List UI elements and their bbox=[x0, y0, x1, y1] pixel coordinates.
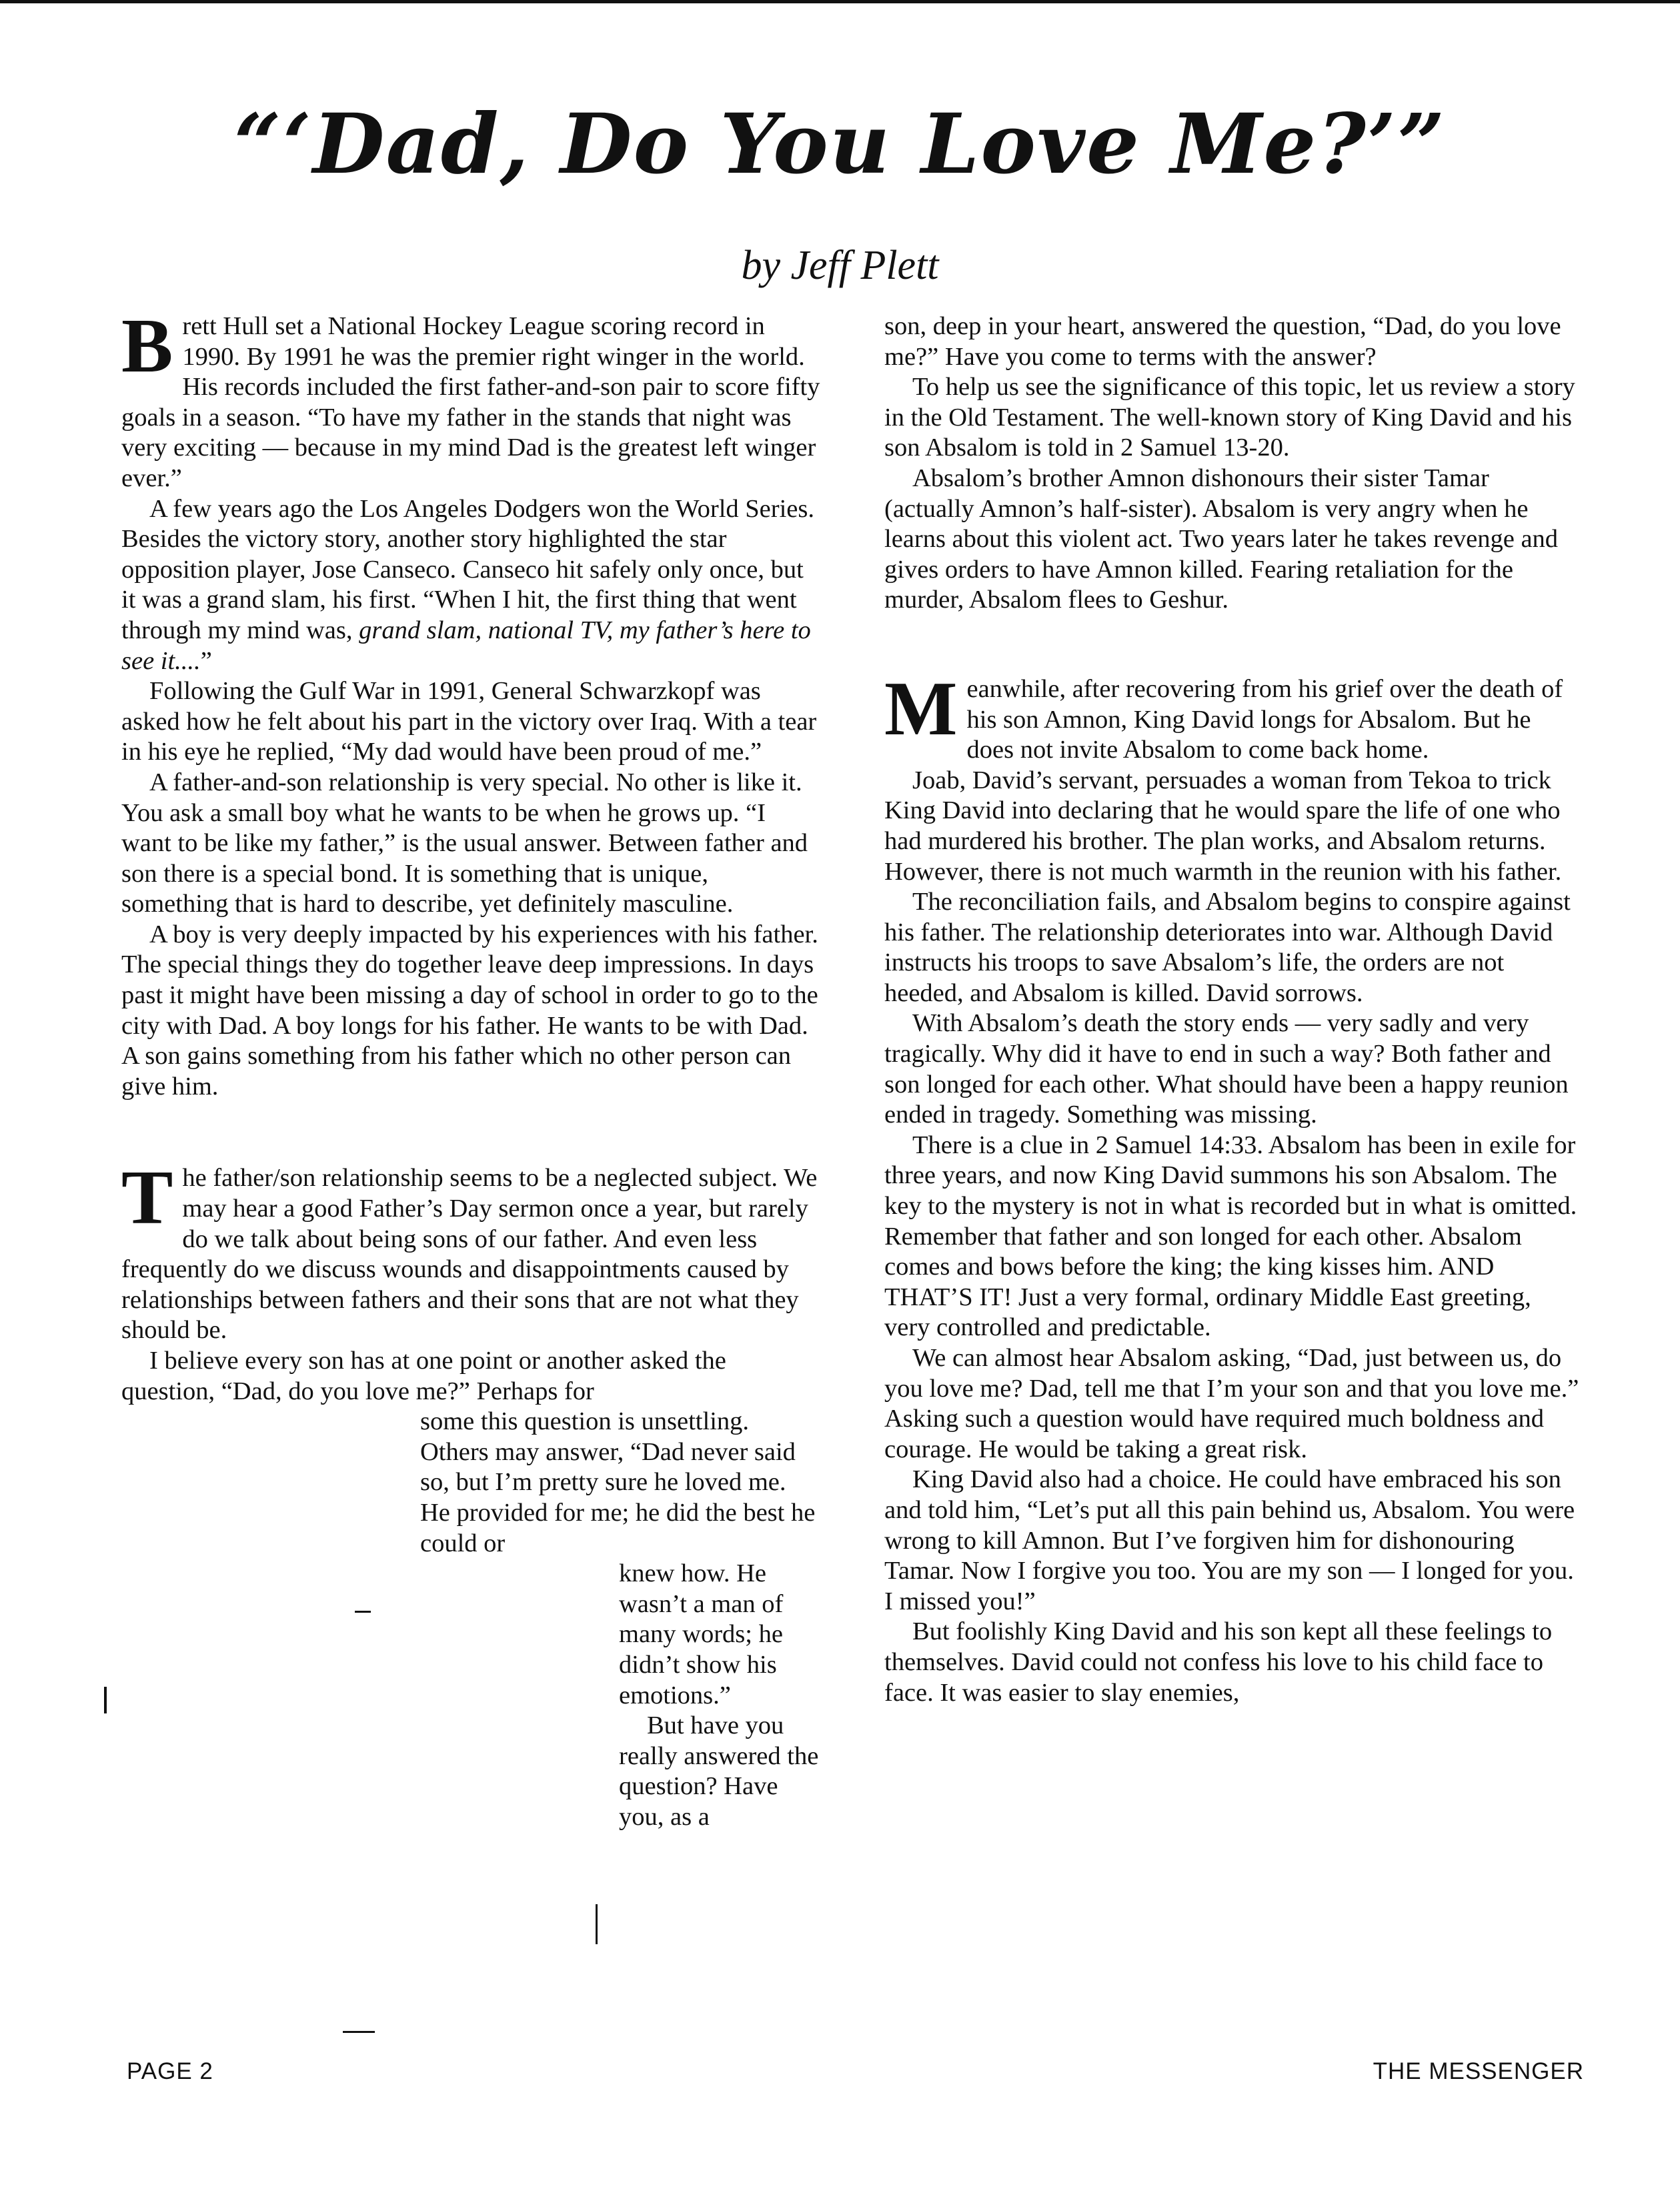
paragraph bbox=[121, 676, 822, 768]
paragraph-text: To help us see the significance of this topic, let us review a story in the Old Testament. The well-known story of King David and his son Absalom is told in 2 Samuel 13-20. bbox=[884, 373, 1575, 462]
drop-cap: B bbox=[121, 303, 173, 389]
print-mark bbox=[343, 2031, 375, 2033]
paragraph-text: son, deep in your heart, answered the question, “Dad, do you love me?” Have you come to terms with the answer? bbox=[884, 312, 1561, 371]
paragraph bbox=[884, 887, 1582, 1008]
paragraph bbox=[121, 1346, 822, 1407]
paragraph-text: But have you really answered the question? Have you, as a bbox=[619, 1711, 819, 1831]
paragraph bbox=[121, 303, 822, 494]
paragraph bbox=[884, 372, 1582, 464]
paragraph bbox=[884, 1343, 1582, 1465]
paragraph-text: There is a clue in 2 Samuel 14:33. Absalom has been in exile for three years, and now King David summons his son Absalom. The key to the mystery is not in what is recorded but in what is omitted. Remember that father and son longed for each other. Absalom comes and bows before the king; the king kisses him. AND THAT’S IT! Just a very formal, ordinary Middle East greeting, very controlled and predictable. bbox=[884, 1131, 1577, 1342]
print-mark bbox=[596, 1904, 598, 1944]
paragraph bbox=[121, 1155, 822, 1346]
paragraph-text: Following the Gulf War in 1991, General Schwarzkopf was asked how he felt about his part in the victory over Iraq. With a tear in his eye he replied, “My dad would have been proud of me.” bbox=[121, 677, 817, 766]
paragraph-text: With Absalom’s death the story ends — very sadly and very tragically. Why did it have to end in such a way? Both father and son longed for each other. What should have been a happy reunion ended in tragedy. Something was missing. bbox=[884, 1009, 1569, 1129]
paragraph-text: I believe every son has at one point or another asked the question, “Dad, do you love me?” Perhaps for bbox=[121, 1347, 726, 1405]
paragraph bbox=[121, 494, 822, 677]
paragraph bbox=[884, 311, 1582, 372]
paragraph-text: knew how. He wasn’t a man of many words; he didn’t show his emotions.” bbox=[619, 1559, 784, 1709]
paragraph-text: he could or bbox=[420, 1498, 816, 1557]
paragraph-text: eanwhile, after recovering from his grief over the death of his son Amnon, King David longs for Absalom. But he does not invite Absalom to come back home. bbox=[966, 674, 1563, 764]
section-break bbox=[121, 1102, 822, 1163]
paragraph-text: Absalom’s brother Amnon dishonours their sister Tamar (actually Amnon’s half-sister). Absalom is very angry when he learns about this violent act. Two years later he takes revenge and gives orders to have Amnon killed. Fearing retaliation for the murder, Absalom flees to Geshur. bbox=[884, 464, 1559, 614]
article-title: “‘Dad, Do You Love Me?’” bbox=[233, 96, 1447, 193]
article-byline: by Jeff Plett bbox=[741, 243, 939, 288]
drop-cap: M bbox=[884, 666, 958, 752]
paragraph bbox=[884, 666, 1582, 766]
left-column bbox=[121, 303, 822, 1833]
right-column bbox=[884, 311, 1582, 1708]
paragraph-indented bbox=[420, 1407, 822, 1559]
print-mark bbox=[355, 1611, 371, 1613]
section-break bbox=[884, 616, 1582, 674]
page-number: PAGE 2 bbox=[127, 2058, 213, 2084]
paragraph-text: A boy is very deeply impacted by his experiences with his father. The special things they do together leave deep impressions. In days past it might have been missing a day of school in order to go to the city with Dad. A boy longs for his father. He wants to be with Dad. A son gains something from his father which no other person can give him. bbox=[121, 920, 818, 1101]
paragraph-text: But foolishly King David and his son kept all these feelings to themselves. David could not confess his love to his child face to face. It was easier to slay enemies, bbox=[884, 1617, 1553, 1707]
paragraph bbox=[884, 464, 1582, 616]
paragraph bbox=[884, 1131, 1582, 1343]
paragraph bbox=[884, 766, 1582, 887]
paragraph-text: some this question is unsettling. Others may answer, “Dad never said so, but I’m pretty sure he loved me. He provided for me; he did the best bbox=[420, 1407, 796, 1527]
drop-cap: T bbox=[121, 1155, 173, 1241]
paragraph-text: We can almost hear Absalom asking, “Dad, just between us, do you love me? Dad, tell me that I’m your son and that you love me.” Asking such a question would have required much boldness and courage. He would be taking a great risk. bbox=[884, 1344, 1579, 1463]
paragraph bbox=[121, 920, 822, 1103]
paragraph-text: A father-and-son relationship is very special. No other is like it. You ask a small boy what he wants to be when he grows up. “I want to be like my father,” is the usual answer. Between father and son there is a special bond. It is something that is unique, something that is hard to describe, yet definitely masculine. bbox=[121, 768, 808, 918]
paragraph-text: King David also had a choice. He could have embraced his son and told him, “Let’s put all this pain behind us, Absalom. You were wrong to kill Amnon. But I’ve forgiven him for dishonouring Tamar. Now I forgive you too. You are my son — I longed for you. I missed you!” bbox=[884, 1465, 1575, 1615]
paragraph bbox=[121, 768, 822, 920]
publication-name: THE MESSENGER bbox=[1373, 2058, 1584, 2084]
paragraph-text: he father/son relationship seems to be a neglected subject. We may hear a good Father’s Day sermon once a year, but rarely do we talk about being sons of our father. And even less frequently do we discuss wounds and disappointments caused by relationships between fathers and their sons that are not what they should be. bbox=[121, 1164, 818, 1345]
paragraph-text: A few years ago the Los Angeles Dodgers won the World Series. Besides the victory story, another story highlighted the star opposition player, Jose Canseco. Canseco hit safely only once, but it was a grand slam, his first. “When I hit, the first thing that went through my mind was, bbox=[121, 494, 814, 644]
closing-quote: ” bbox=[200, 646, 212, 675]
italic-quote: grand slam, national TV, my father’s here to see it.... bbox=[121, 616, 811, 675]
paragraph bbox=[884, 1465, 1582, 1617]
paragraph-text: The reconciliation fails, and Absalom begins to conspire against his father. The relationship deteriorates into war. Although David instructs his troops to save Absalom’s life, the orders are not heeded, and Absalom is killed. David sorrows. bbox=[884, 888, 1571, 1007]
paragraph-text: rett Hull set a National Hockey League scoring record in 1990. By 1991 he was the premier right winger in the world. His records included the first father-and-son pair to score fifty goals in a season. “To have my father in the stands that night was very exciting — because in my mind Dad is the greatest left winger ever.” bbox=[121, 312, 820, 492]
paragraph-indented bbox=[619, 1711, 822, 1832]
paragraph-text: Joab, David’s servant, persuades a woman from Tekoa to trick King David into declaring that he would spare the life of one who had murdered his brother. The plan works, and Absalom returns. However, there is not much warmth in the reunion with his father. bbox=[884, 766, 1562, 886]
paragraph-indented bbox=[619, 1559, 822, 1711]
paragraph bbox=[884, 1617, 1582, 1708]
paragraph bbox=[884, 1008, 1582, 1130]
print-mark bbox=[104, 1687, 107, 1713]
